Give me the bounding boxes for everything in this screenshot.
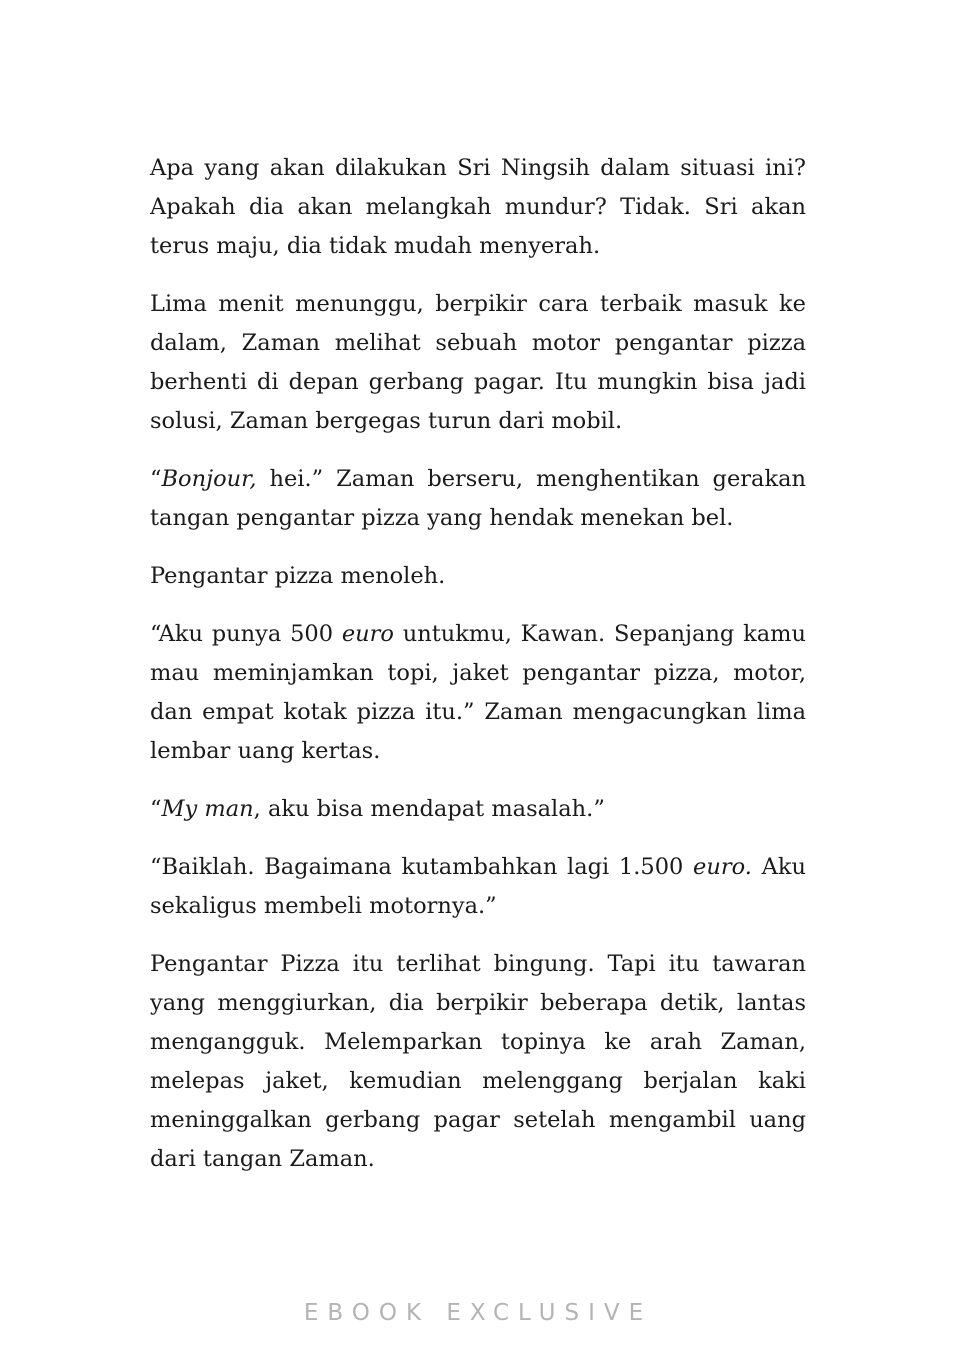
paragraph-7-after: Aku sekaligus membeli motornya.”	[150, 854, 806, 919]
paragraph-7	[150, 848, 806, 926]
paragraph-8: Pengantar Pizza itu terlihat bingung. Tapi itu tawaran yang menggiurkan, dia berpikir beberapa detik, lantas mengangguk. Melemparkan topinya ke arah Zaman, melepas jaket, kemudian melenggang berjalan kaki meninggalkan gerbang pagar setelah mengambil uang dari tangan Zaman.	[150, 951, 806, 1172]
paragraph-7-before: “Baiklah. Bagaimana kutambahkan lagi 1.500	[150, 854, 694, 880]
paragraph-3-rest: hei.” Zaman berseru, menghentikan gerakan tangan pengantar pizza yang hendak menekan bel.	[150, 466, 806, 531]
paragraph-6-rest: , aku bisa mendapat masalah.”	[253, 796, 605, 822]
paragraph-6-open-quote: “	[150, 796, 162, 822]
paragraph-2: Lima menit menunggu, berpikir cara terbaik masuk ke dalam, Zaman melihat sebuah motor pengantar pizza berhenti di depan gerbang pagar. Itu mungkin bisa jadi solusi, Zaman bergegas turun dari mobil.	[150, 291, 806, 434]
paragraph-7-italic: euro.	[693, 854, 752, 880]
paragraph-6	[150, 790, 806, 829]
paragraph-6-italic: My man	[161, 796, 254, 822]
paragraph-3-open-quote: “	[150, 466, 162, 492]
paragraph-5	[150, 615, 806, 771]
paragraph-3-italic: Bonjour,	[161, 466, 257, 492]
footer-label: EBOOK EXCLUSIVE	[303, 1300, 653, 1326]
paragraph-3	[150, 460, 806, 538]
page-body	[150, 149, 806, 1198]
paragraph-1: Apa yang akan dilakukan Sri Ningsih dalam situasi ini? Apakah dia akan melangkah mundur? Tidak. Sri akan terus maju, dia tidak mudah menyerah.	[150, 155, 806, 259]
paragraph-5-after: untukmu, Kawan. Sepanjang kamu mau meminjamkan topi, jaket pengantar pizza, motor, dan empat kotak pizza itu.” Zaman mengacungkan lima lembar uang kertas.	[150, 621, 806, 764]
paragraph-5-before: “Aku punya 500	[150, 621, 342, 647]
paragraph-5-italic: euro	[341, 621, 394, 647]
paragraph-4: Pengantar pizza menoleh.	[150, 563, 446, 589]
